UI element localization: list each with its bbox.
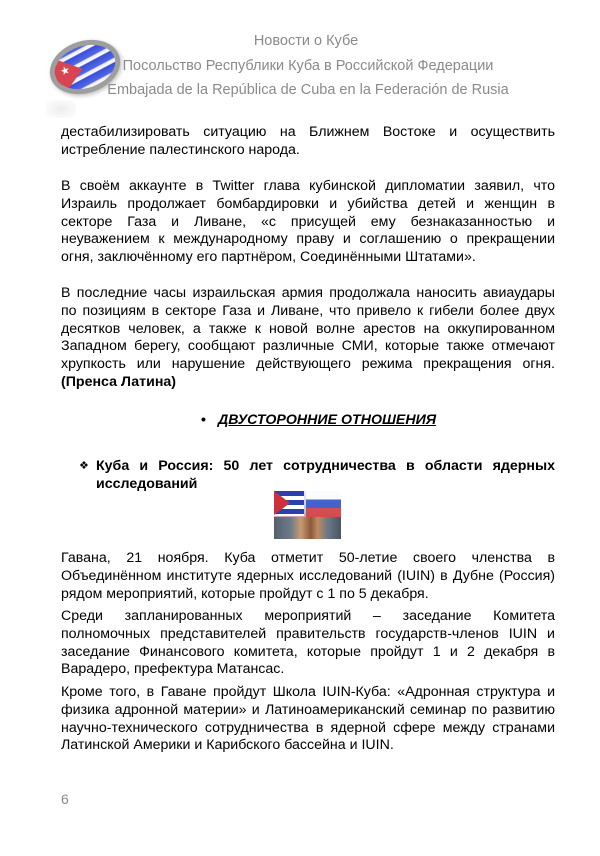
header-embassy-es: Embajada de la República de Cuba en la Federación de Rusia: [107, 82, 509, 98]
header-embassy-ru: Посольство Республики Куба в Российской Федерации: [122, 58, 494, 74]
cuban-flag-oval-icon: ★: [43, 31, 128, 103]
body-paragraph: [61, 285, 555, 392]
section-heading: [201, 412, 436, 430]
cuba-russia-handshake-image: [274, 491, 341, 539]
logo-reflection: [46, 100, 76, 118]
source-attribution: (Пренса Латина): [61, 373, 176, 390]
section-heading-text: ДВУСТОРОННИЕ ОТНОШЕНИЯ: [217, 412, 437, 428]
article-title: [79, 458, 555, 494]
article-paragraph: Гавана, 21 ноября. Куба отметит 50-летие своего членства в Объединённом институте ядерных исследований (IUIN) в Дубне (Россия) рядом мероприятий, которые пройдут с 1 по 5 декабря.: [61, 550, 555, 602]
header-title: Новости о Кубе: [253, 33, 359, 49]
diamond-bullet-icon: ❖: [79, 460, 89, 472]
body-paragraph: дестабилизировать ситуацию на Ближнем Востоке и осуществить истребление палестинского народа.: [61, 124, 555, 158]
bullet-icon: •: [201, 412, 206, 428]
body-paragraph-text: В последние часы израильская армия продолжала наносить авиаудары по позициям в секторе Газа и Ливане, что привело к гибели более двух десятков человек, а также к новой волне арестов на оккупированном Западном берегу, сообщают различные СМИ, которые также отмечают хрупкость или нарушение действующего режима прекращения огня.: [61, 285, 555, 373]
russian-flag-icon: [306, 491, 341, 517]
article-paragraph: Кроме того, в Гаване пройдут Школа IUIN-Куба: «Адронная структура и физика адронной материи» и Латиноамериканский семинар по развитию научно-технического сотрудничества в ядерной сфере между странами Латинской Америки и Карибского бассейна и IUIN.: [61, 684, 555, 754]
cuban-flag-triangle: [274, 491, 290, 515]
page-number: 6: [61, 791, 69, 807]
article-title-text: Куба и Россия: 50 лет сотрудничества в области ядерных исследований: [96, 458, 555, 492]
handshake-icon: [274, 517, 341, 539]
article-paragraph: Среди запланированных мероприятий – заседание Комитета полномочных представителей правительств государств-членов IUIN и заседание Финансового комитета, которые пройдут 1 и 2 декабря в Варадеро, префектура Матансас.: [61, 608, 555, 678]
body-paragraph: В своём аккаунте в Twitter глава кубинской дипломатии заявил, что Израиль продолжает бомбардировки и убийства детей и женщин в секторе Газа и Ливане, «с присущей ему безнаказанностью и неуважением к международному праву и соглашению о прекращении огня, заключённому его партнёром, Соединёнными Штатами».: [61, 178, 555, 266]
